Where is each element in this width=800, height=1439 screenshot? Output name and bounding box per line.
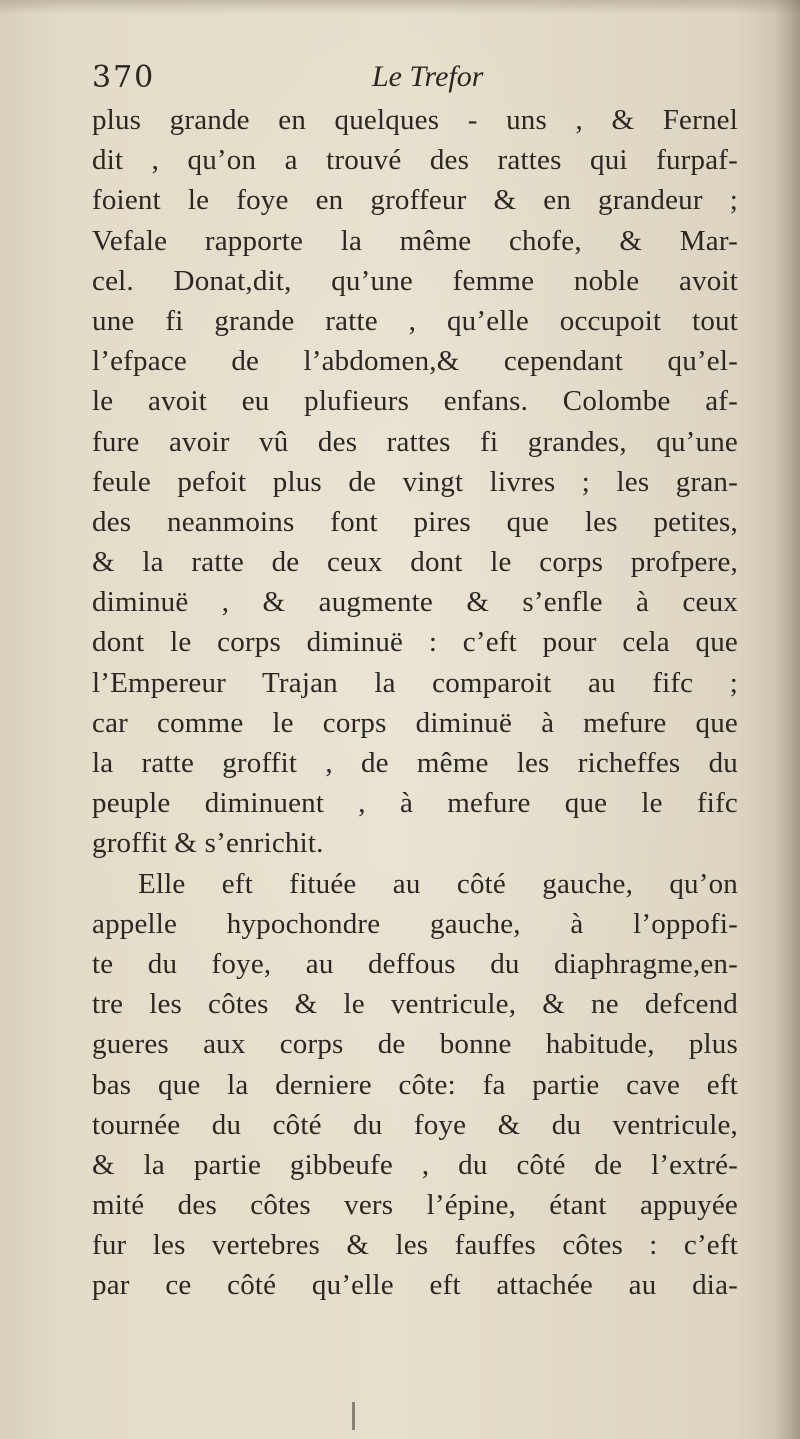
page-edge-shadow xyxy=(774,0,800,1439)
text-line: dont le corps diminuë : c’eft pour cela que xyxy=(92,626,738,659)
text-line: & la ratte de ceux dont le corps profpere, xyxy=(92,546,738,579)
text-line: fur les vertebres & les fauffes côtes : c’eft xyxy=(92,1229,738,1262)
text-line: une fi grande ratte , qu’elle occupoit tout xyxy=(92,304,738,337)
text-line: le avoit eu plufieurs enfans. Colombe af- xyxy=(92,385,738,418)
text-line: feule pefoit plus de vingt livres ; les gran- xyxy=(92,465,738,498)
paragraph-2 xyxy=(92,864,738,1306)
running-title: Le Trefor xyxy=(372,60,484,93)
ink-mark xyxy=(352,1402,355,1430)
body-text xyxy=(92,100,738,1306)
text-line: Elle eft fituée au côté gauche, qu’on xyxy=(138,867,738,900)
text-line: appelle hypochondre gauche, à l’oppofi- xyxy=(92,907,738,940)
text-line: tre les côtes & le ventricule, & ne defcend xyxy=(92,988,738,1021)
page-top-shadow xyxy=(0,0,800,14)
text-line: gueres aux corps de bonne habitude, plus xyxy=(92,1028,738,1061)
text-line: fure avoir vû des rattes fi grandes, qu’une xyxy=(92,425,738,458)
text-line: par ce côté qu’elle eft attachée au dia- xyxy=(92,1269,738,1302)
text-line: diminuë , & augmente & s’enfle à ceux xyxy=(92,586,738,619)
text-line: des neanmoins font pires que les petites, xyxy=(92,505,738,538)
text-line: l’Empereur Trajan la comparoit au fifc ; xyxy=(92,666,738,699)
text-line: foient le foye en groffeur & en grandeur ; xyxy=(92,184,738,217)
text-line: cel. Donat,dit, qu’une femme noble avoit xyxy=(92,264,738,297)
page-number: 370 xyxy=(92,60,156,95)
text-line: te du foye, au deffous du diaphragme,en- xyxy=(92,947,738,980)
text-line: peuple diminuent , à mefure que le fifc xyxy=(92,787,738,820)
text-line: groffit & s’enrichit. xyxy=(92,827,324,860)
text-line: dit , qu’on a trouvé des rattes qui furpaf- xyxy=(92,144,738,177)
text-line: mité des côtes vers l’épine, étant appuyée xyxy=(92,1189,738,1222)
text-line: car comme le corps diminuë à mefure que xyxy=(92,706,738,739)
text-line: la ratte groffit , de même les richeffes du xyxy=(92,747,738,779)
page-header xyxy=(92,60,712,100)
text-line: & la partie gibbeufe , du côté de l’extré- xyxy=(92,1148,738,1181)
text-line: Vefale rapporte la même chofe, & Mar- xyxy=(92,224,738,257)
paragraph-1 xyxy=(92,100,738,864)
text-line: l’efpace de l’abdomen,& cependant qu’el- xyxy=(92,345,738,378)
text-line: tournée du côté du foye & du ventricule, xyxy=(92,1108,738,1141)
text-line: bas que la derniere côte: fa partie cave eft xyxy=(92,1068,738,1101)
text-line: plus grande en quelques - uns , & Fernel xyxy=(92,104,738,136)
